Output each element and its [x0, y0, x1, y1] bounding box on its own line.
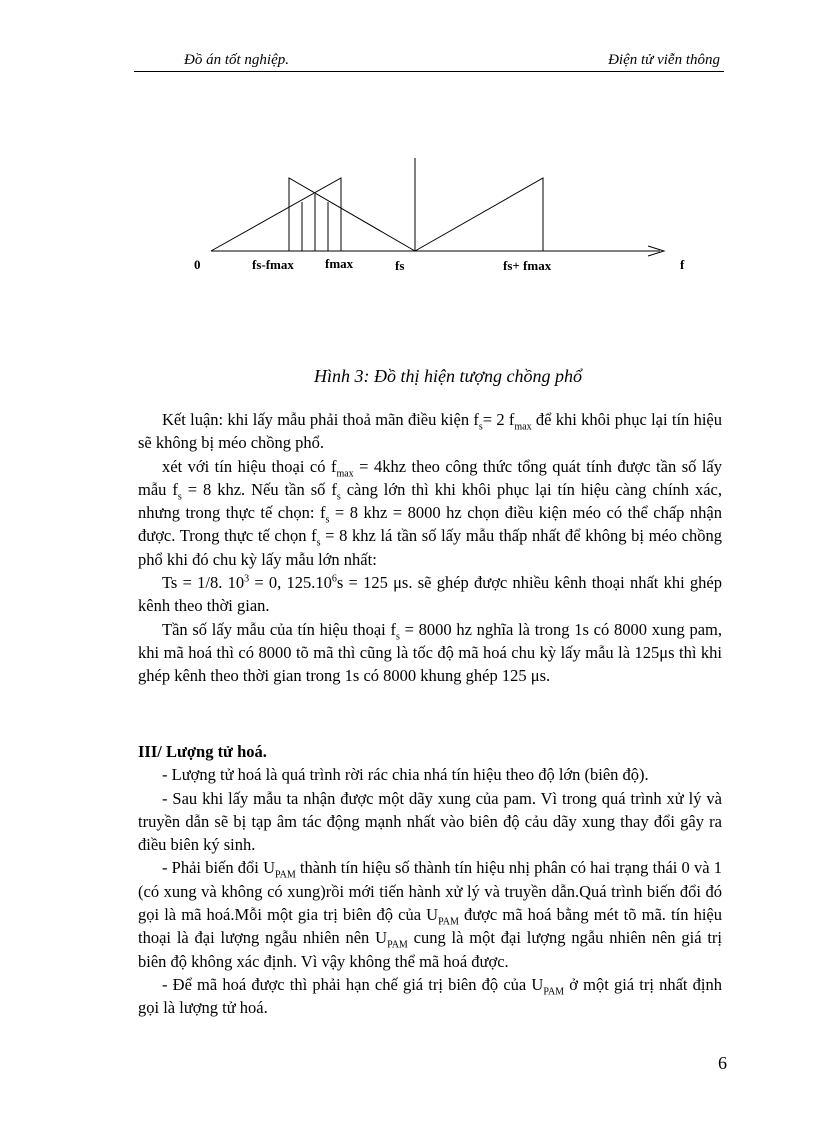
conclusion-paragraph: Kết luận: khi lấy mẫu phải thoả mãn điều kiện $f_s= 2$ $f_{max}$ để khi khôi phục lại tín hiệu sẽ không bị méo chồng phổ. [138, 410, 722, 453]
quantization-bullet-3: - Phải biến đổi $U_{PAM}$ thành tín hiệu số thành tín hiệu nhị phân có hai trạng thái 0 và 1 (có xung và không có xung)rồi mới tiến hành xử lý và truyền dẫn.Quá trình biến đổi đó gọi là mã hoá.Mỗi một gia trị biên độ của $U_{PAM}$ được mã hoá bằng mét tõ mã. tín hiệu thoại là đại lượng ngẫu nhiên nên $U_{PAM}$ cung là một đại lượng ngẫu nhiên nên giá trị biên độ không xác định. Vì vậy không thể mã hoá được. [138, 858, 723, 971]
lower-sideband-spectrum [289, 178, 415, 251]
figure-caption: Hình 3: Đồ thị hiện tượng chồng phổ [314, 366, 582, 386]
body-text-upper [138, 408, 722, 688]
upper-sideband-spectrum [415, 178, 543, 251]
section-heading: III/ Lượng tử hoá. [138, 742, 267, 761]
body-text-section [138, 730, 722, 1020]
axis-label-fs-minus-fmax: fs-fmax [252, 257, 294, 272]
header-right-title: Điện tử viễn thông [608, 52, 720, 68]
sampling-period-paragraph: Ts = 1/8. $10^3 = 0$, $125.10^6s = 125$ μs. sẽ ghép được nhiều kênh thoại nhất khi ghép kênh theo thời gian. [138, 573, 722, 616]
pam-paragraph: Tần số lấy mẫu của tín hiệu thoại $f_s = 8000$ hz nghĩa là trong 1s có 8000 xung pam, khi mã hoá thì có 8000 tõ mã thì cũng là tốc độ mã hoá chu kỳ lấy mẫu là 125μs thì khi ghép kênh theo thời gian trong 1s có 8000 khung ghép 125 μs. [138, 619, 722, 686]
quantization-bullet-2: - Sau khi lấy mẫu ta nhận được một dãy xung của pam. Vì trong quá trình xử lý và truyền dẫn sẽ bị tạp âm tác động mạnh nhất vào biên độ cảu dãy xung thay đổi gây ra điều biên ký sinh. [138, 788, 722, 855]
axis-label-f: f [680, 257, 685, 272]
axis-label-fs-plus-fmax: fs+ fmax [503, 258, 552, 273]
axis-label-fs: fs [395, 258, 405, 273]
axis-label-fmax: fmax [325, 256, 354, 271]
page-number: 6 [718, 1053, 727, 1073]
aliasing-spectrum-figure [0, 0, 816, 300]
header-left-title: Đồ án tốt nghiệp. [184, 52, 289, 68]
quantization-bullet-1: - Lượng tử hoá là quá trình rời rác chia nhá tín hiệu theo độ lớn (biên độ). [162, 765, 649, 785]
quantization-bullet-4: - Để mã hoá được thì phải hạn chế giá trị biên độ của $U_{PAM}$ ở một giá trị nhất định gọi là lượng tử hoá. [138, 974, 723, 1018]
baseband-spectrum [211, 178, 341, 251]
axis-label-zero: 0 [194, 257, 201, 272]
sampling-frequency-paragraph: xét với tín hiệu thoại có $f_{max} = 4khz$ theo công thức tổng quát tính được tần số lấy mẫu $f_s = 8$ khz. Nếu tần số $f_s$ càng lớn thì khi khôi phục lại tín hiệu càng chính xác, nhưng trong thực tế chọn: $f_s = 8$ khz = 8000 hz chọn điều kiện méo có thể chấp nhận được. Trong thực tế chọn $f_s = 8$ khz lá tần số lấy mẫu thấp nhất để không bị méo chồng phổ khi đó chu kỳ lấy mẫu lớn nhất: [138, 456, 723, 569]
